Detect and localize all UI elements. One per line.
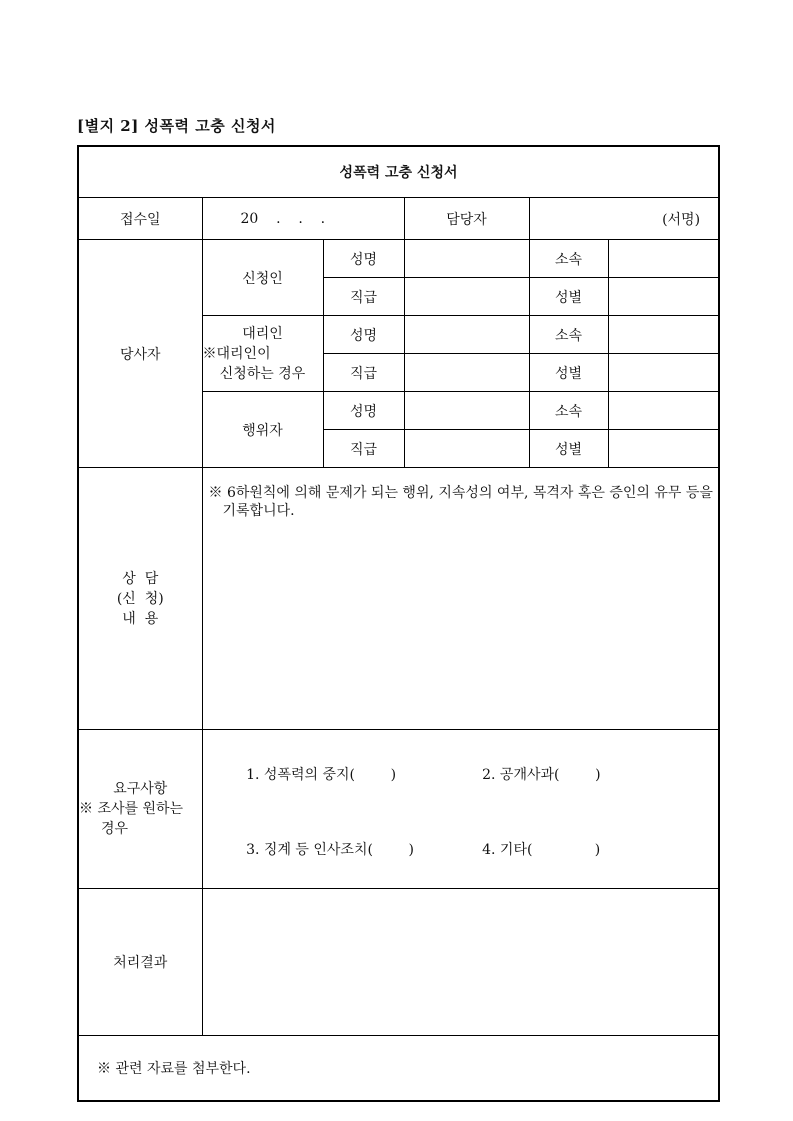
applicant-label: 신청인 [202, 240, 323, 316]
document-heading: [별지 2] 성폭력 고충 신청서 [77, 117, 276, 135]
consult-note-line2: 기록합니다. [222, 503, 295, 519]
form-title: 성폭력 고충 신청서 [78, 146, 719, 198]
agent-label-line2: ※대리인이 [202, 345, 271, 362]
request-label-line2: ※ 조사를 원하는 [79, 801, 184, 817]
staff-signature-field[interactable]: (서명) [529, 198, 719, 240]
actor-rank-label: 직급 [323, 430, 404, 468]
agent-gender-field[interactable] [608, 354, 719, 392]
applicant-gender-label: 성별 [529, 278, 608, 316]
applicant-name-label: 성명 [323, 240, 404, 278]
actor-name-label: 성명 [323, 392, 404, 430]
applicant-gender-field[interactable] [608, 278, 719, 316]
actor-name-field[interactable] [404, 392, 529, 430]
parties-label: 당사자 [78, 240, 202, 468]
consult-note-line1: ※ 6하원칙에 의해 문제가 되는 행위, 지속성의 여부, 목격자 혹은 증인의 유무 등을 [208, 485, 713, 501]
complaint-form [77, 145, 720, 1102]
agent-rank-field[interactable] [404, 354, 529, 392]
receipt-date-label: 접수일 [78, 198, 202, 240]
request-options [202, 730, 719, 889]
attachment-note: ※ 관련 자료를 첨부한다. [78, 1036, 719, 1102]
agent-gender-label: 성별 [529, 354, 608, 392]
consult-label [78, 468, 202, 730]
actor-gender-field[interactable] [608, 430, 719, 468]
actor-gender-label: 성별 [529, 430, 608, 468]
actor-affiliation-field[interactable] [608, 392, 719, 430]
applicant-affiliation-field[interactable] [608, 240, 719, 278]
applicant-rank-field[interactable] [404, 278, 529, 316]
result-field[interactable] [202, 889, 719, 1036]
option-disciplinary-action[interactable]: 3. 징계 등 인사조치( ) [246, 842, 415, 858]
agent-label-line1: 대리인 [242, 325, 283, 342]
agent-label-line3: 신청하는 경우 [219, 365, 306, 382]
option-other[interactable]: 4. 기타( ) [482, 842, 601, 858]
applicant-rank-label: 직급 [323, 278, 404, 316]
consult-label-line3: 내 용 [122, 610, 159, 627]
request-label-line1: 요구사항 [113, 781, 168, 797]
option-stop-violence[interactable]: 1. 성폭력의 중지( ) [246, 767, 397, 783]
agent-affiliation-label: 소속 [529, 316, 608, 354]
agent-name-label: 성명 [323, 316, 404, 354]
request-label-line3: 경우 [101, 821, 129, 837]
request-label [78, 730, 202, 889]
agent-rank-label: 직급 [323, 354, 404, 392]
agent-name-field[interactable] [404, 316, 529, 354]
consult-label-line1: 상 담 [122, 570, 159, 587]
actor-rank-field[interactable] [404, 430, 529, 468]
applicant-affiliation-label: 소속 [529, 240, 608, 278]
result-label: 처리결과 [78, 889, 202, 1036]
actor-affiliation-label: 소속 [529, 392, 608, 430]
staff-label: 담당자 [404, 198, 529, 240]
agent-affiliation-field[interactable] [608, 316, 719, 354]
agent-label [202, 316, 323, 392]
receipt-date-field[interactable]: 20 . . . [202, 198, 404, 240]
actor-label: 행위자 [202, 392, 323, 468]
option-public-apology[interactable]: 2. 공개사과( ) [482, 767, 601, 783]
consult-content-field[interactable] [202, 468, 719, 730]
consult-label-line2: (신 청) [116, 590, 164, 607]
applicant-name-field[interactable] [404, 240, 529, 278]
